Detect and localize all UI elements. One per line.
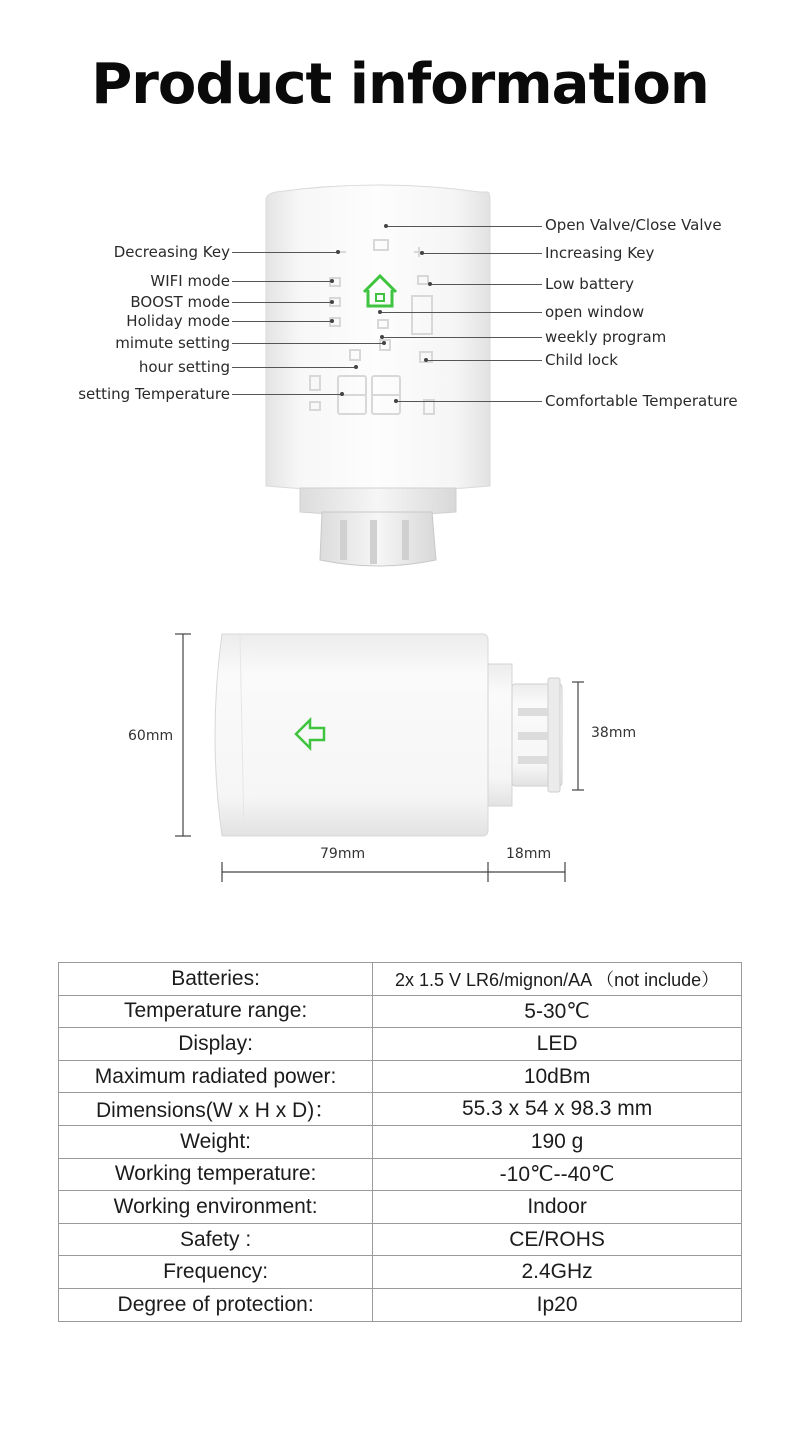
spec-key: Temperature range:	[59, 995, 373, 1028]
spec-key: Frequency:	[59, 1256, 373, 1289]
callout-low-battery: Low battery	[545, 275, 635, 293]
spec-value: 5-30℃	[373, 995, 742, 1028]
spec-value: Indoor	[373, 1191, 742, 1224]
spec-key: Maximum radiated power:	[59, 1060, 373, 1093]
callout-increasing-key: Increasing Key	[545, 244, 655, 262]
spec-row	[59, 995, 742, 1028]
spec-row	[59, 1028, 742, 1061]
callout-comfortable-temperature: Comfortable Temperature	[545, 392, 738, 410]
spec-row	[59, 1125, 742, 1158]
spec-row	[59, 963, 742, 996]
spec-key: Dimensions(W x H x D)：	[59, 1093, 373, 1126]
callout-hour-setting: hour setting	[138, 358, 230, 376]
spec-value: 55.3 x 54 x 98.3 mm	[373, 1093, 742, 1126]
spec-row	[59, 1256, 742, 1289]
spec-row	[59, 1288, 742, 1321]
spec-value: Ip20	[373, 1288, 742, 1321]
callout-child-lock: Child lock	[545, 351, 618, 369]
dimension-adapter-length: 18mm	[506, 846, 552, 862]
callout-boost-mode: BOOST mode	[130, 293, 230, 311]
spec-key: Working temperature:	[59, 1158, 373, 1191]
spec-row	[59, 1093, 742, 1126]
callout-decreasing-key: Decreasing Key	[113, 243, 230, 261]
spec-key: Working environment:	[59, 1191, 373, 1224]
thermostat-side-image	[0, 600, 800, 900]
dimension-adapter-height: 38mm	[591, 725, 637, 741]
spec-row	[59, 1223, 742, 1256]
spec-value: -10℃--40℃	[373, 1158, 742, 1191]
spec-table	[58, 962, 742, 1322]
spec-row	[59, 1060, 742, 1093]
callout-open-window: open window	[545, 303, 645, 321]
spec-key: Safety :	[59, 1223, 373, 1256]
dimension-height: 60mm	[128, 728, 174, 744]
spec-value: 2.4GHz	[373, 1256, 742, 1289]
spec-value: 190 g	[373, 1125, 742, 1158]
callout-weekly-program: weekly program	[545, 328, 667, 346]
callout-open-close-valve: Open Valve/Close Valve	[545, 216, 722, 234]
callout-wifi-mode: WIFI mode	[150, 272, 230, 290]
spec-row	[59, 1158, 742, 1191]
spec-value: 10dBm	[373, 1060, 742, 1093]
spec-value: 2x 1.5 V LR6/mignon/AA （not include）	[373, 963, 742, 996]
spec-key: Weight:	[59, 1125, 373, 1158]
spec-value: CE/ROHS	[373, 1223, 742, 1256]
spec-key: Degree of protection:	[59, 1288, 373, 1321]
page-title: Product information	[91, 52, 709, 117]
dimension-body-length: 79mm	[320, 846, 366, 862]
spec-row	[59, 1191, 742, 1224]
spec-key: Display:	[59, 1028, 373, 1061]
callout-setting-temperature: setting Temperature	[78, 385, 230, 403]
callout-minute-setting: mimute setting	[115, 334, 230, 352]
callout-holiday-mode: Holiday mode	[126, 312, 230, 330]
spec-value: LED	[373, 1028, 742, 1061]
spec-key: Batteries:	[59, 963, 373, 996]
